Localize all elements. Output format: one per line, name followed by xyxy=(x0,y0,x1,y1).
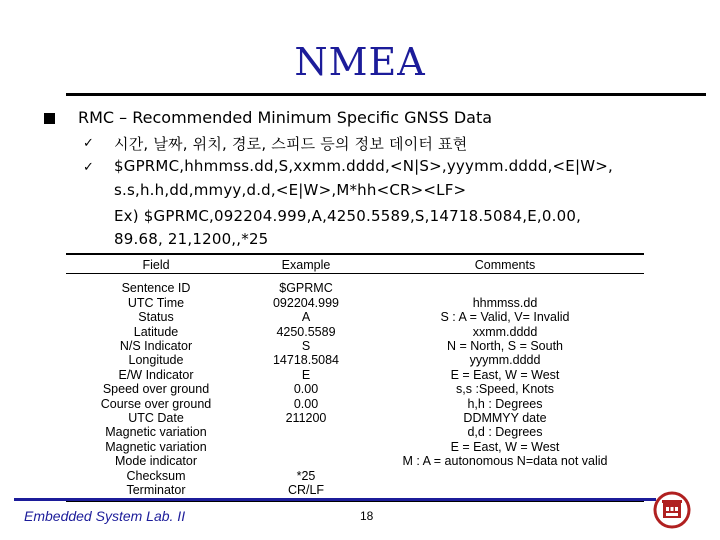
cell-example xyxy=(246,425,366,439)
cell-comment xyxy=(366,274,644,296)
table-body xyxy=(66,274,644,501)
bullet-text-2: $GPRMC,hhmmss.dd,S,xxmm.dddd,<N|S>,yyymm.dddd,<E|W>, xyxy=(114,157,613,175)
cell-example: $GPRMC xyxy=(279,281,333,296)
cell-field: N/S Indicator xyxy=(119,339,193,354)
table-row xyxy=(66,440,644,454)
cell-field: Latitude xyxy=(133,324,179,339)
cell-field: Terminator xyxy=(66,483,246,500)
table-row xyxy=(66,368,644,382)
cell-comment: xxmm.dddd xyxy=(472,324,538,339)
header-comments: Comments xyxy=(366,254,644,274)
cell-field: Sentence ID xyxy=(121,281,191,296)
footer-divider xyxy=(14,498,656,501)
cell-example: S xyxy=(301,339,311,354)
cell-field: Magnetic variation xyxy=(105,425,207,440)
cell-comment: E = East, W = West xyxy=(450,439,560,454)
cell-comment: hhmmss.dd xyxy=(472,295,538,310)
cell-comment xyxy=(366,469,644,483)
cell-field: Course over ground xyxy=(100,396,212,411)
square-bullet-icon xyxy=(44,113,55,124)
university-logo-icon xyxy=(652,490,692,530)
header-field: Field xyxy=(66,254,246,274)
cell-field: UTC Time xyxy=(127,295,185,310)
table-row xyxy=(66,325,644,339)
bullet-text-3: s.s,h.h,dd,mmyy,d.d,<E|W>,M*hh<CR><LF> xyxy=(114,181,467,199)
cell-example: 211200 xyxy=(285,411,327,426)
cell-example: CR/LF xyxy=(246,483,366,500)
cell-comment: yyymm.dddd xyxy=(469,353,541,368)
table-row xyxy=(66,274,644,296)
cell-field: Checksum xyxy=(126,468,186,483)
cell-example: 0.00 xyxy=(293,382,319,397)
cell-comment: N = North, S = South xyxy=(446,339,564,354)
table-row xyxy=(66,425,644,439)
table-row xyxy=(66,411,644,425)
rmc-heading: RMC – Recommended Minimum Specific GNSS Data xyxy=(78,108,493,127)
cell-comment: M : A = autonomous N=data not valid xyxy=(402,454,608,469)
checkmark-icon: ✓ xyxy=(83,136,94,151)
header-example: Example xyxy=(246,254,366,274)
cell-field: Status xyxy=(138,310,174,325)
table-header-row xyxy=(66,254,644,274)
cell-comment: DDMMYY date xyxy=(463,411,547,426)
cell-example: *25 xyxy=(296,468,316,483)
slide-title: NMEA xyxy=(294,40,426,84)
rmc-field-table xyxy=(66,253,644,502)
cell-example: A xyxy=(301,310,311,325)
title-divider xyxy=(66,93,706,96)
cell-example: 4250.5589 xyxy=(276,324,336,339)
bullet-text-4: Ex) $GPRMC,092204.999,A,4250.5589,S,14718.5084,E,0.00, xyxy=(114,207,582,225)
checkmark-icon: ✓ xyxy=(83,160,94,175)
cell-example: 092204.999 xyxy=(272,295,340,310)
cell-example: 0.00 xyxy=(293,396,319,411)
cell-comment: d,d : Degrees xyxy=(467,425,543,440)
bullet-text-1: 시간, 날짜, 위치, 경로, 스피드 등의 정보 데이터 표현 xyxy=(114,135,468,153)
table-row xyxy=(66,339,644,353)
table-row xyxy=(66,469,644,483)
cell-comment: S : A = Valid, V= Invalid xyxy=(440,310,570,325)
page-number: 18 xyxy=(360,509,374,523)
table-row xyxy=(66,310,644,324)
footer-lab-name: Embedded System Lab. II xyxy=(24,508,186,524)
cell-field: Longitude xyxy=(128,353,184,368)
cell-comment: s,s :Speed, Knots xyxy=(456,382,554,397)
cell-field: Magnetic variation xyxy=(105,439,207,454)
cell-field: E/W Indicator xyxy=(118,367,194,382)
table-row xyxy=(66,454,644,468)
cell-field: UTC Date xyxy=(128,411,184,426)
table-row xyxy=(66,382,644,396)
cell-comment: h,h : Degrees xyxy=(467,396,543,411)
cell-field: Speed over ground xyxy=(102,382,210,397)
cell-example xyxy=(246,454,366,468)
cell-example: E xyxy=(301,367,311,382)
table-row xyxy=(66,353,644,367)
cell-comment: E = East, W = West xyxy=(450,367,560,382)
cell-example: 14718.5084 xyxy=(272,353,340,368)
table-row xyxy=(66,296,644,310)
table-row xyxy=(66,397,644,411)
cell-field: Mode indicator xyxy=(115,454,197,469)
bullet-text-5: 89.68, 21,1200,,*25 xyxy=(114,230,269,248)
cell-example xyxy=(246,440,366,454)
